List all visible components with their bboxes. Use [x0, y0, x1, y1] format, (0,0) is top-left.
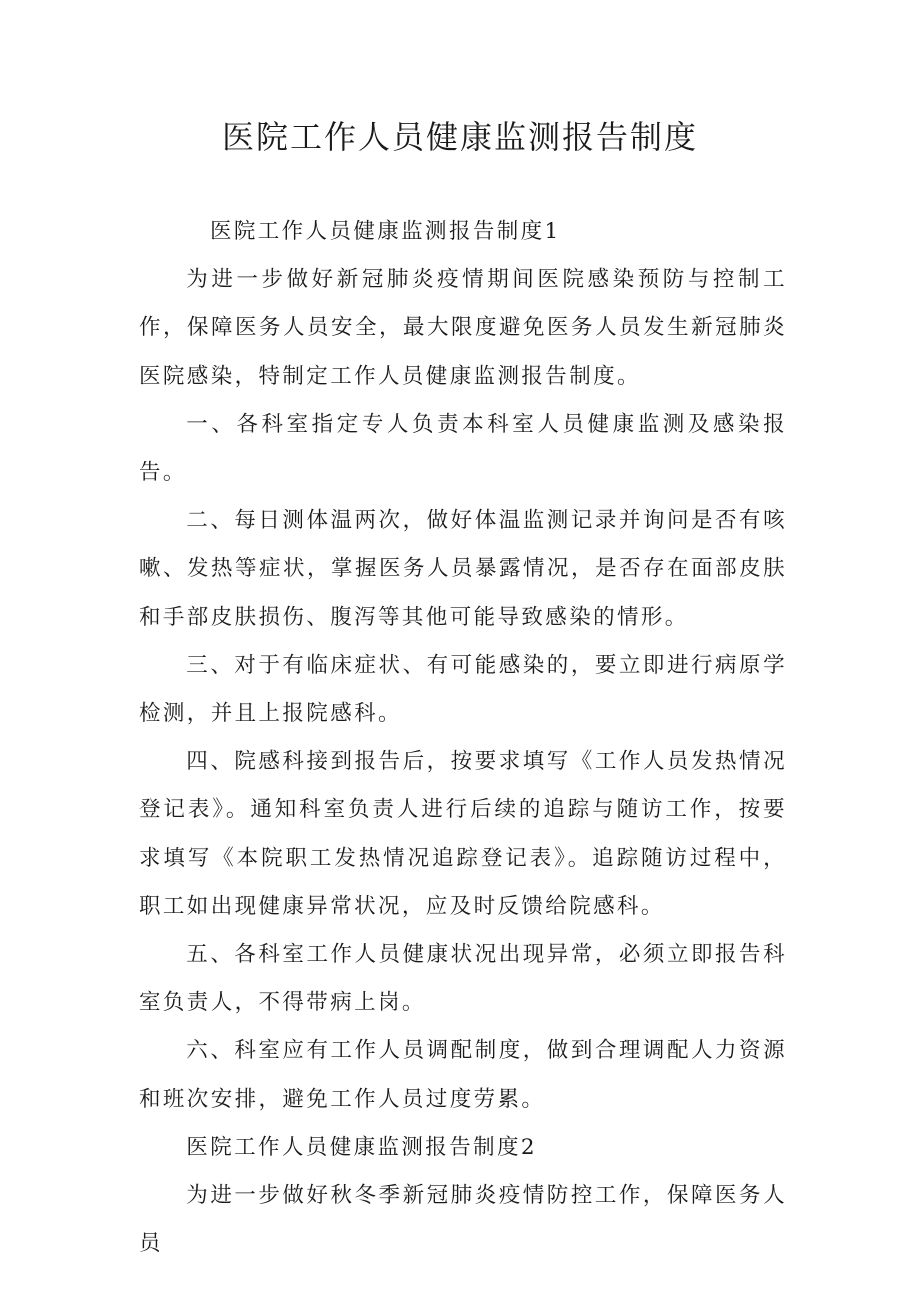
- paragraph-item-3: 三、对于有临床症状、有可能感染的，要立即进行病原学检测，并且上报院感科。: [139, 652, 787, 727]
- paragraph-item-5: 五、各科室工作人员健康状况出现异常，必须立即报告科室负责人，不得带病上岗。: [139, 942, 787, 1016]
- section-heading-1: 医院工作人员健康监测报告制度1: [209, 219, 561, 244]
- paragraph-item-6: 六、科室应有工作人员调配制度，做到合理调配人力资源和班次安排，避免工作人员过度劳累。: [139, 1038, 787, 1112]
- document-title: 医院工作人员健康监测报告制度: [221, 118, 698, 156]
- paragraph-item-2: 二、每日测体温两次，做好体温监测记录并询问是否有咳嗽、发热等症状，掌握医务人员暴露情况，是否存在面部皮肤和手部皮肤损伤、腹泻等其他可能导致感染的情形。: [139, 508, 787, 630]
- paragraph-intro: 为进一步做好新冠肺炎疫情期间医院感染预防与控制工作，保障医务人员安全，最大限度避免医务人员发生新冠肺炎医院感染，特制定工作人员健康监测报告制度。: [139, 267, 787, 389]
- paragraph-section2-intro: 为进一步做好秋冬季新冠肺炎疫情防控工作，保障医务人员: [139, 1183, 787, 1257]
- paragraph-item-1: 一、各科室指定专人负责本科室人员健康监测及感染报告。: [139, 411, 787, 486]
- document-body: [139, 208, 787, 1268]
- section-heading-2: 医院工作人员健康监测报告制度2: [186, 1134, 537, 1160]
- paragraph-item-4: 四、院感科接到报告后，按要求填写《工作人员发热情况登记表》。通知科室负责人进行后续的追踪与随访工作，按要求填写《本院职工发热情况追踪登记表》。追踪随访过程中，职工如出现健康异常状况，应及时反馈给院感科。: [139, 749, 787, 919]
